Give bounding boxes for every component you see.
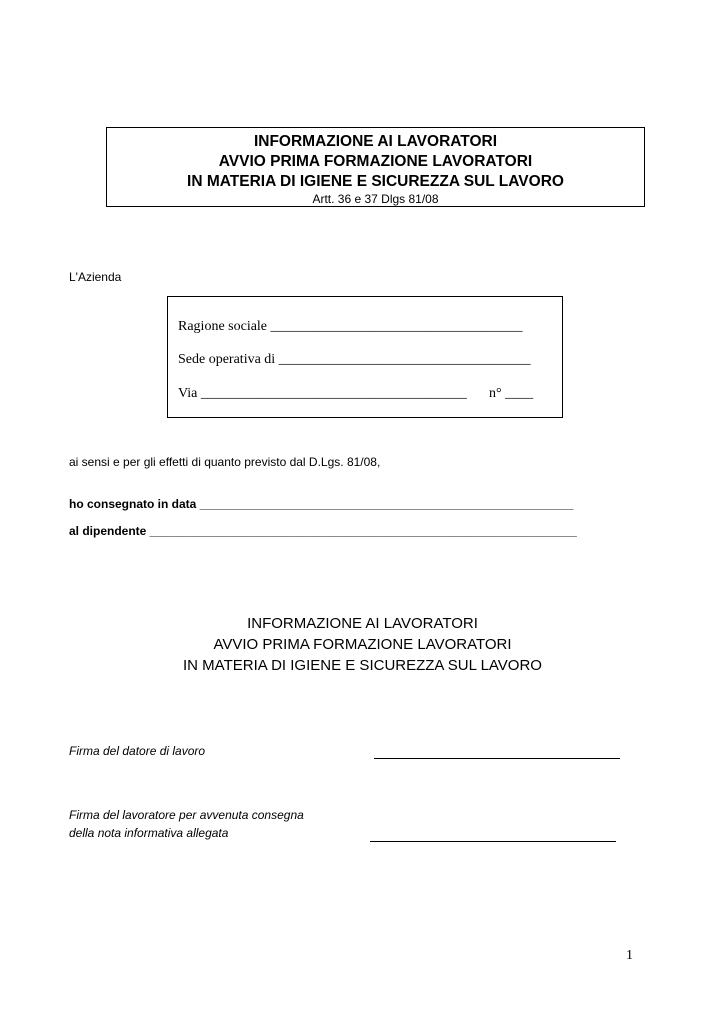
header-box (106, 127, 645, 207)
ragione-sociale-field[interactable]: Ragione sociale ____________________________________ (178, 319, 523, 334)
civic-number-field[interactable]: n° ____ (489, 386, 534, 401)
delivery-date-field[interactable]: ho consegnato in data ________________________________________________________ (69, 497, 574, 511)
worker-signature-label-line1: Firma del lavoratore per avvenuta consegna (69, 808, 304, 822)
via-field[interactable]: Via ______________________________________ (178, 386, 467, 401)
worker-signature-line[interactable] (370, 841, 616, 842)
employee-field[interactable]: al dipendente ________________________________________________________________ (69, 524, 577, 538)
middle-title-line1: INFORMAZIONE AI LAVORATORI (247, 615, 478, 632)
company-info-box (167, 296, 563, 418)
company-label: L'Azienda (69, 270, 122, 284)
header-title-line2: AVVIO PRIMA FORMAZIONE LAVORATORI (218, 153, 533, 170)
header-title-line1: INFORMAZIONE AI LAVORATORI (253, 133, 498, 150)
worker-signature-label-line2: della nota informativa allegata (69, 826, 229, 840)
header-title-line3: IN MATERIA DI IGIENE E SICUREZZA SUL LAVORO (187, 173, 564, 190)
intro-text: ai sensi e per gli effetti di quanto previsto dal D.Lgs. 81/08, (69, 455, 381, 469)
header-subtitle: Artt. 36 e 37 Dlgs 81/08 (312, 192, 439, 206)
page-number: 1 (626, 948, 633, 963)
middle-title-line2: AVVIO PRIMA FORMAZIONE LAVORATORI (213, 636, 512, 653)
employer-signature-label: Firma del datore di lavoro (69, 744, 206, 758)
sede-operativa-field[interactable]: Sede operativa di ____________________________________ (178, 352, 531, 367)
middle-title-line3: IN MATERIA DI IGIENE E SICUREZZA SUL LAVORO (183, 657, 542, 674)
employer-signature-line[interactable] (374, 758, 620, 759)
